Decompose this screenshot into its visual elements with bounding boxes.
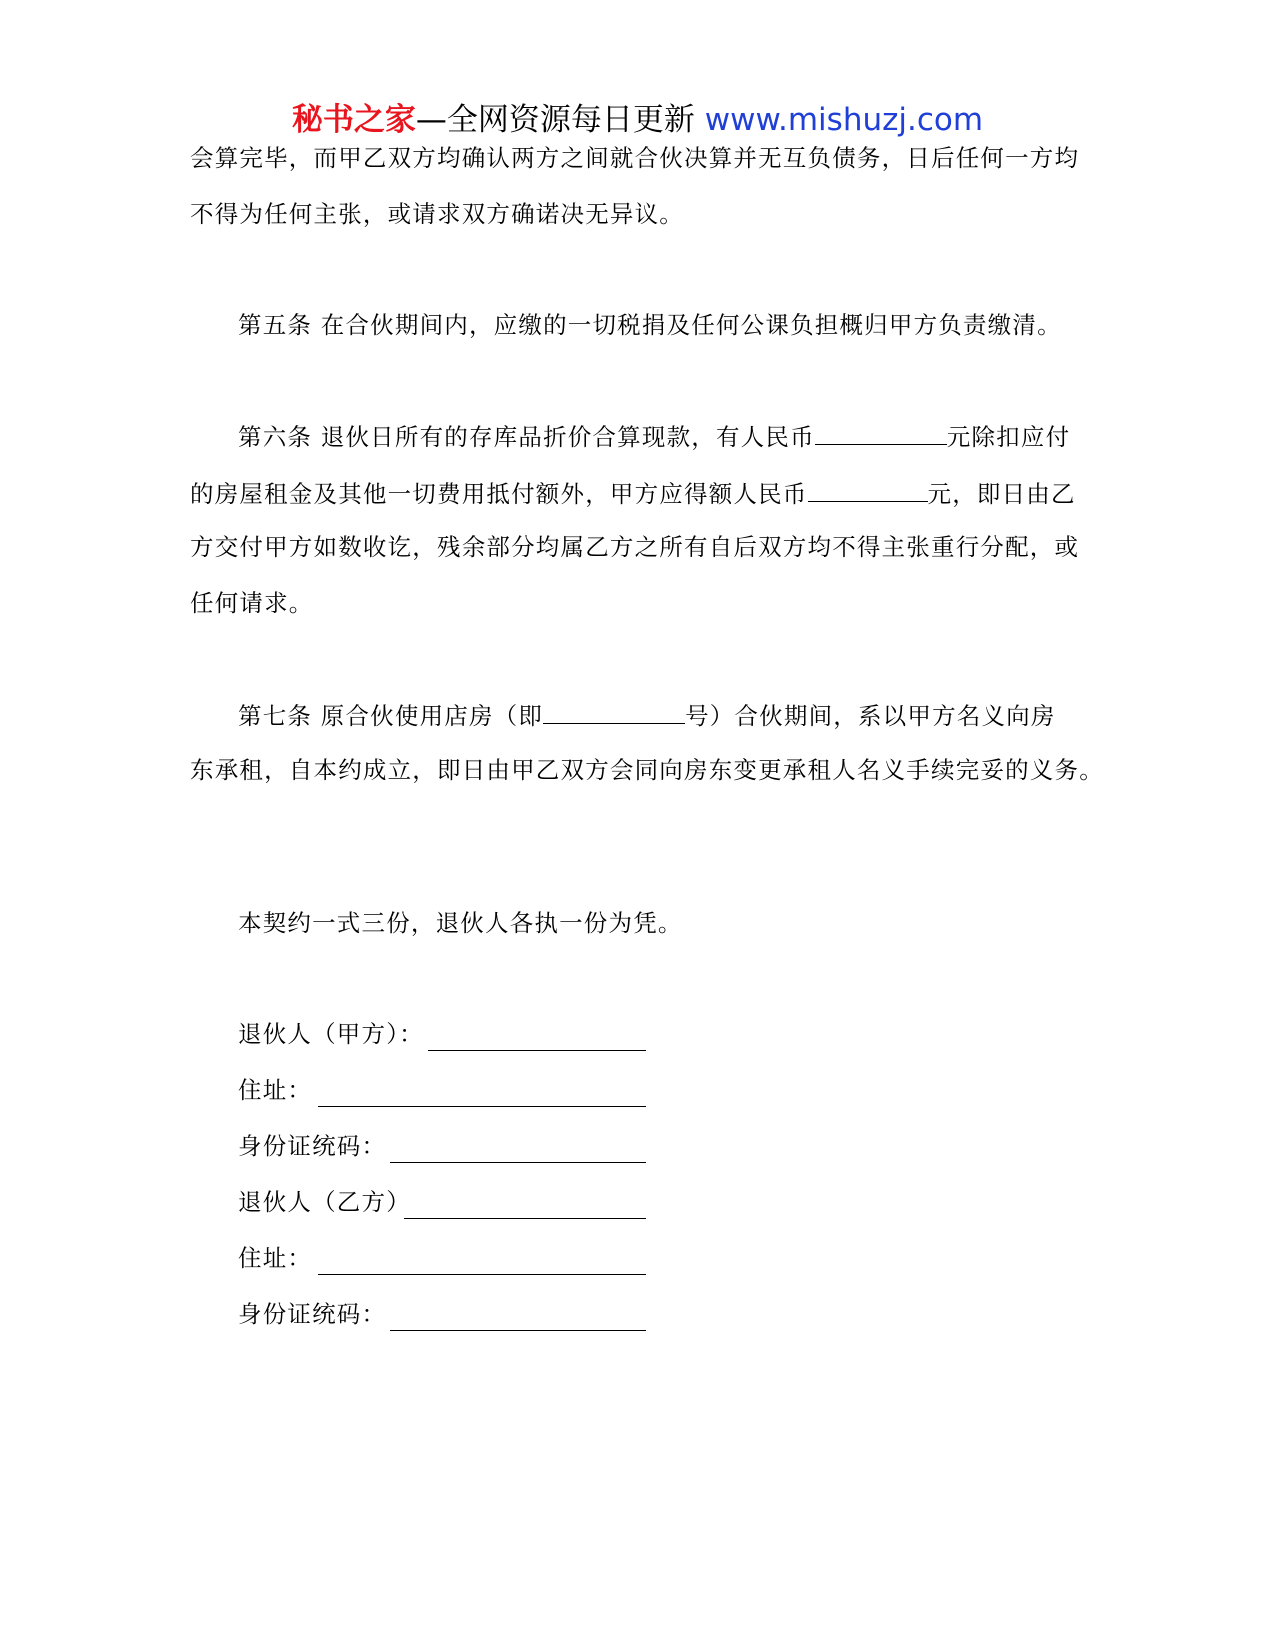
site-brand: 秘书之家 [291,102,416,138]
party-a-amount-blank[interactable] [808,477,928,502]
article-6-text-2a: 的房屋租金及其他一切费用抵付额外，甲方应得额人民币 [190,480,808,508]
article-6-text-1b: 元除扣应付 [946,423,1071,451]
article-6-text-1a: 第六条 退伙日所有的存库品折价合算现款，有人民币 [238,423,815,451]
settlement-line-1: 会算完毕，而甲乙双方均确认两方之间就合伙决算并无互负债务，日后任何一方均 [190,144,1080,172]
address-b-label: 住址： [238,1244,313,1272]
article-5: 第五条 在合伙期间内，应缴的一切税捐及任何公课负担概归甲方负责缴清。 [238,311,1062,339]
article-6-line-1 [238,420,1070,452]
shop-number-blank[interactable] [543,699,685,724]
address-a-line[interactable] [318,1106,646,1107]
settlement-line-2: 不得为任何主张，或请求双方确诺决无异议。 [190,200,684,228]
article-6-line-4: 任何请求。 [190,589,314,617]
id-a-line[interactable] [390,1162,646,1163]
article-7-line-2: 东承租，自本约成立，即日由甲乙双方会同向房东变更承租人名义手续完妥的义务。 [190,756,1104,784]
id-b-label: 身份证统码： [238,1300,387,1328]
party-a-label: 退伙人（甲方）： [238,1020,424,1048]
article-6-line-3: 方交付甲方如数收讫，残余部分均属乙方之所有自后双方均不得主张重行分配，或 [190,533,1080,561]
article-7-text-1a: 第七条 原合伙使用店房（即 [238,702,544,730]
article-7-text-1b: 号）合伙期间，系以甲方名义向房 [685,702,1056,730]
party-a-signature-line[interactable] [428,1050,646,1051]
inventory-amount-blank[interactable] [815,420,947,445]
id-b-line[interactable] [390,1330,646,1331]
article-6-text-2b: 元，即日由乙 [927,480,1076,508]
article-6-line-2 [190,477,1076,509]
party-b-label: 退伙人（乙方） [238,1188,411,1216]
site-url-link[interactable]: www.mishuzj.com [704,102,984,138]
address-a-label: 住址： [238,1076,313,1104]
address-b-line[interactable] [318,1274,646,1275]
site-tagline: —全网资源每日更新 [415,102,705,138]
site-header [0,98,1275,142]
article-7-line-1 [238,699,1056,731]
party-b-signature-line[interactable] [404,1218,646,1219]
copies-clause: 本契约一式三份，退伙人各执一份为凭。 [238,909,683,937]
id-a-label: 身份证统码： [238,1132,387,1160]
